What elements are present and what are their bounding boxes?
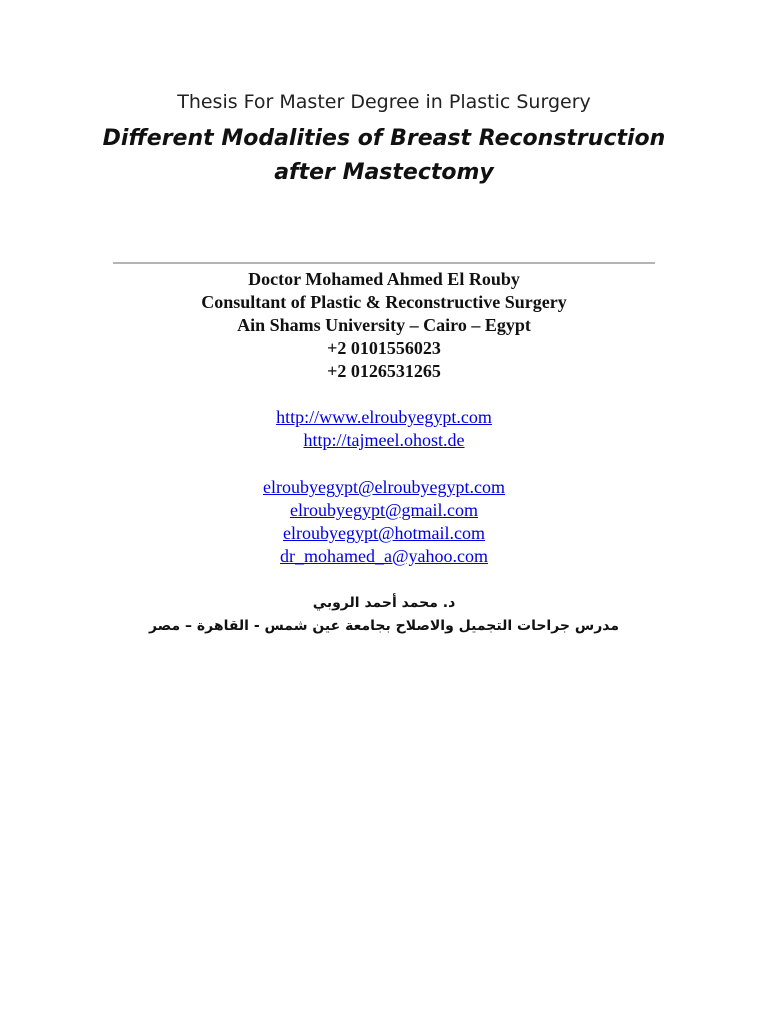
website-link-2[interactable]: http://tajmeel.ohost.de — [303, 430, 465, 450]
website-links — [0, 406, 768, 452]
email-links — [0, 476, 768, 568]
phone-2: +2 0126531265 — [327, 361, 441, 381]
website-link-1[interactable]: http://www.elroubyegypt.com — [276, 407, 492, 427]
author-info — [0, 268, 768, 383]
author-name: Doctor Mohamed Ahmed El Rouby — [248, 269, 520, 289]
horizontal-divider — [113, 262, 655, 264]
phone-1: +2 0101556023 — [327, 338, 441, 358]
thesis-title-line-2: after Mastectomy — [274, 160, 494, 185]
email-link-2[interactable]: elroubyegypt@gmail.com — [289, 500, 479, 520]
author-institution: Ain Shams University – Cairo – Egypt — [237, 315, 531, 335]
arabic-name: د. محمد أحمد الروبي — [312, 595, 456, 611]
thesis-title-line-1: Different Modalities of Breast Reconstruction — [102, 126, 666, 151]
email-link-4[interactable]: dr_mohamed_a@yahoo.com — [279, 546, 489, 566]
thesis-label: Thesis For Master Degree in Plastic Surgery — [177, 91, 591, 113]
arabic-block — [0, 592, 768, 638]
email-link-3[interactable]: elroubyegypt@hotmail.com — [282, 523, 486, 543]
thesis-title — [0, 122, 768, 190]
author-position: Consultant of Plastic & Reconstructive Surgery — [201, 292, 567, 312]
arabic-position: مدرس جراحات التجميل والاصلاح بجامعة عين شمس - القاهرة – مصر — [148, 618, 620, 634]
email-link-1[interactable]: elroubyegypt@elroubyegypt.com — [262, 477, 505, 497]
